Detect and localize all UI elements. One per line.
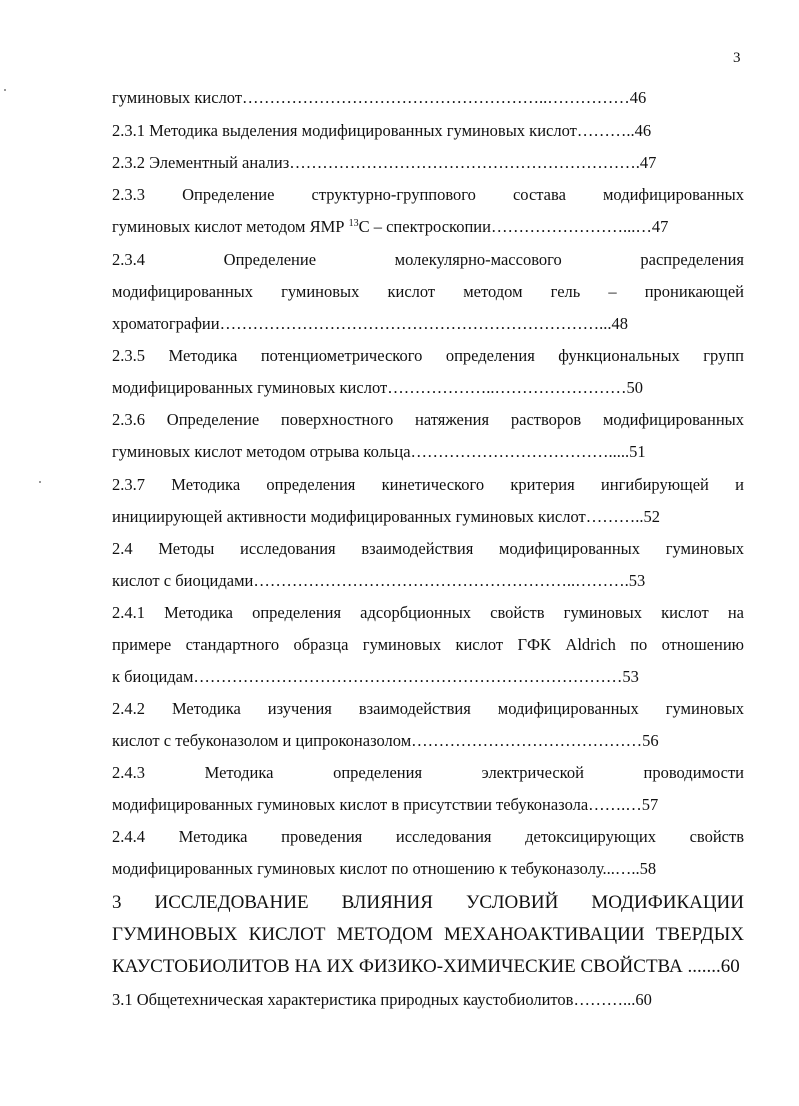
toc-line: кислот с тебуконазолом и ципроконазолом……………………………………56 — [112, 731, 659, 750]
toc-line: 2.3.1 Методика выделения модифицированных гуминовых кислот………..46 — [112, 121, 652, 140]
toc-line: примере стандартного образца гуминовых кислот ГФК Aldrich по отношению — [112, 635, 744, 654]
toc-text: гуминовых кислот методом ЯМР — [112, 217, 349, 236]
scan-speck — [39, 481, 41, 483]
toc-line — [112, 217, 744, 237]
toc-line: 2.3.6 Определение поверхностного натяжения растворов модифицированных — [112, 410, 744, 429]
toc-line: модифицированных гуминовых кислот………………..……………………50 — [112, 378, 643, 397]
toc-text: С – спектроскопии……………………...…47 — [358, 217, 669, 236]
toc-line: кислот с биоцидами…………………………………………………..……….53 — [112, 571, 646, 590]
toc-line: 2.3.4 Определение молекулярно-массового распределения — [112, 250, 744, 269]
page-number: 3 — [733, 50, 741, 66]
toc-line: модифицированных гуминовых кислот в присутствии тебуконазола…….…57 — [112, 795, 659, 814]
chapter-heading: КАУСТОБИОЛИТОВ НА ИХ ФИЗИКО-ХИМИЧЕСКИЕ СВОЙСТВА .......60 — [112, 956, 740, 977]
toc-line: 2.3.7 Методика определения кинетического критерия ингибирующей и — [112, 475, 744, 494]
toc-line: гуминовых кислот………………………………………………..……………46 — [112, 88, 647, 107]
toc-line: 3.1 Общетехническая характеристика природных каустобиолитов………...60 — [112, 990, 652, 1009]
toc-line: 2.4.1 Методика определения адсорбционных свойств гуминовых кислот на — [112, 603, 744, 622]
toc-line: инициирующей активности модифицированных гуминовых кислот………..52 — [112, 507, 660, 526]
chapter-heading: ГУМИНОВЫХ КИСЛОТ МЕТОДОМ МЕХАНОАКТИВАЦИИ ТВЕРДЫХ — [112, 924, 744, 945]
toc-line: 2.4 Методы исследования взаимодействия модифицированных гуминовых — [112, 539, 744, 558]
toc-line: 2.3.3 Определение структурно-группового состава модифицированных — [112, 185, 744, 204]
toc-line: к биоцидам……………………………………………………………………53 — [112, 667, 639, 686]
toc-line: 2.4.3 Методика определения электрической проводимости — [112, 763, 744, 782]
toc-line: гуминовых кислот методом отрыва кольца……………………………….....51 — [112, 442, 646, 461]
toc-line: 2.3.2 Элементный анализ……………………………………………………….47 — [112, 153, 657, 172]
chapter-heading: 3 ИССЛЕДОВАНИЕ ВЛИЯНИЯ УСЛОВИЙ МОДИФИКАЦИИ — [112, 892, 744, 913]
toc-line: 2.3.5 Методика потенциометрического определения функциональных групп — [112, 346, 744, 365]
toc-line: 2.4.2 Методика изучения взаимодействия модифицированных гуминовых — [112, 699, 744, 718]
scan-speck — [4, 89, 6, 91]
toc-line: модифицированных гуминовых кислот по отношению к тебуконазолу...…..58 — [112, 859, 657, 878]
superscript: 13 — [348, 218, 359, 229]
toc-line: модифицированных гуминовых кислот методом гель – проникающей — [112, 282, 744, 301]
toc-line: 2.4.4 Методика проведения исследования детоксицирующих свойств — [112, 827, 744, 846]
toc-line: хроматографии……………………………………………………………...48 — [112, 314, 628, 333]
